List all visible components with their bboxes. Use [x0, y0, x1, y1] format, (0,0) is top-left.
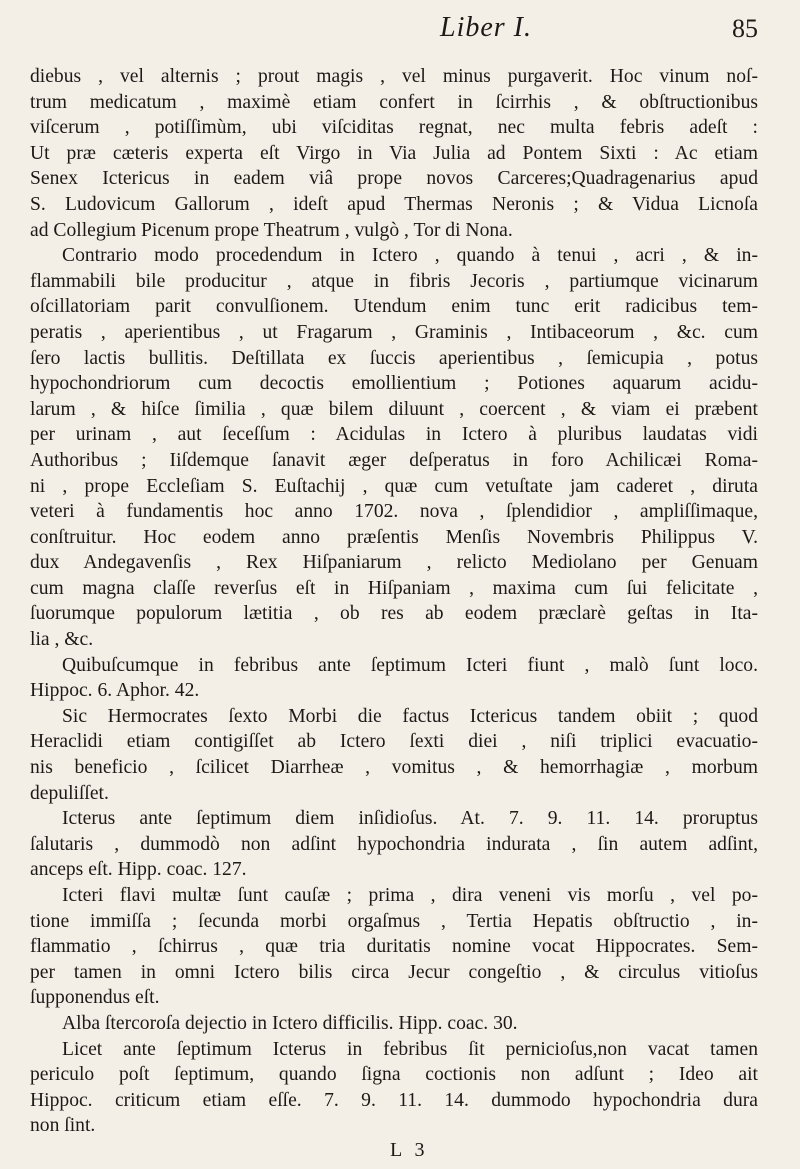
text-line: per tamen in omni Ictero bilis circa Jecur congeſtio , & circulus vitioſus [30, 961, 758, 983]
text-line: Senex Ictericus in eadem viâ prope novos Carceres;Quadragenarius apud [30, 168, 758, 190]
text-line: veteri à fundamentis hoc anno 1702. nova , ſplendidior , ampliſſimaque, [30, 501, 758, 523]
text-line: diebus , vel alternis ; prout magis , vel minus purgaverit. Hoc vinum noſ- [30, 66, 758, 87]
text-line: Licet ante ſeptimum Icterus in febribus ſit pernicioſus,non vacat tamen [62, 1038, 758, 1060]
text-line: Ut præ cæteris experta eſt Virgo in Via Julia ad Pontem Sixti : Ac etiam [30, 142, 758, 164]
text-line: Authoribus ; Iiſdemque ſanavit æger deſperatus in foro Achilicæi Roma- [30, 449, 758, 471]
text-line: ni , prope Eccleſiam S. Euſtachij , quæ cum vetuſtate jam caderet , diruta [30, 475, 758, 497]
text-line: larum , & hiſce ſimilia , quæ bilem diluunt , coercent , & viam ei præbent [30, 398, 758, 420]
text-line: Heraclidi etiam contigiſſet ab Ictero ſexti diei , niſi triplici evacuatio- [30, 731, 758, 753]
text-line: ſupponendus eſt. [30, 987, 160, 1009]
page-number: 85 [732, 14, 758, 43]
text-line: anceps eſt. Hipp. coac. 127. [30, 859, 247, 881]
text-line: ſero lactis bullitis. Deſtillata ex ſuccis aperientibus , ſemicupia , potus [30, 347, 758, 369]
text-line: depuliſſet. [30, 782, 109, 804]
text-line: dux Andegavenſis , Rex Hiſpaniarum , relicto Mediolano per Genuam [30, 552, 758, 574]
text-line: trum medicatum , maximè etiam confert in ſcirrhis , & obſtructionibus [30, 91, 758, 113]
text-line: cum magna claſſe reverſus eſt in Hiſpaniam , maxima cum ſui felicitate , [30, 577, 758, 599]
text-line: flammabili bile producitur , atque in fibris Jecoris , partiumque vicinarum [30, 270, 758, 292]
text-line: lia , &c. [30, 629, 94, 651]
text-line: viſcerum , potiſſimùm, ubi viſciditas regnat, nec multa febris adeſt : [30, 117, 758, 139]
text-line: ad Collegium Picenum prope Theatrum , vulgò , Tor di Nona. [30, 219, 513, 241]
text-line: tione immiſſa ; ſecunda morbi orgaſmus , Tertia Hepatis obſtructio , in- [30, 910, 758, 932]
running-title: Liber I. [440, 12, 532, 43]
text-line: Hippoc. 6. Aphor. 42. [30, 680, 200, 702]
text-line: peratis , aperientibus , ut Fragarum , Graminis , Intibaceorum , &c. cum [30, 321, 758, 343]
text-line: Alba ſtercoroſa dejectio in Ictero difficilis. Hipp. coac. 30. [62, 1012, 518, 1034]
text-line: Sic Hermocrates ſexto Morbi die factus Ictericus tandem obiit ; quod [62, 705, 758, 727]
text-line: hypochondriorum cum decoctis emollientium ; Potiones aquarum acidu- [30, 373, 758, 395]
text-line: ſalutaris , dummodò non adſint hypochondria indurata , ſin autem adſint, [30, 833, 758, 855]
text-line: non ſint. [30, 1115, 96, 1137]
text-line: nis beneficio , ſcilicet Diarrheæ , vomitus , & hemorrhagiæ , morbum [30, 757, 758, 779]
text-line: conſtruitur. Hoc eodem anno præſentis Menſis Novembris Philippus V. [30, 526, 758, 548]
text-line: S. Ludovicum Gallorum , ideſt apud Thermas Neronis ; & Vidua Licnoſa [30, 193, 758, 215]
text-line: flammatio , ſchirrus , quæ tria duritatis nomine vocat Hippocrates. Sem- [30, 936, 758, 958]
text-line: Contrario modo procedendum in Ictero , quando à tenui , acri , & in- [62, 245, 758, 267]
text-line: Icteri flavi multæ ſunt cauſæ ; prima , dira veneni vis morſu , vel po- [62, 885, 758, 906]
text-line: oſcillatoriam parit convulſionem. Utendum enim tunc erit radicibus tem- [30, 296, 758, 318]
page-footer [30, 1139, 758, 1169]
signature-mark: L 3 [390, 1138, 429, 1161]
text-line: Hippoc. criticum etiam eſſe. 7. 9. 11. 14. dummodo hypochondria dura [30, 1089, 758, 1111]
running-head [30, 10, 758, 64]
text-line: Icterus ante ſeptimum diem inſidioſus. At. 7. 9. 11. 14. proruptus [62, 808, 758, 830]
text-line: Quibuſcumque in febribus ante ſeptimum Icteri fiunt , malò ſunt loco. [62, 654, 758, 676]
text-line: per urinam , aut ſeceſſum : Acidulas in Ictero à pluribus laudatas vidi [30, 424, 758, 446]
text-line: periculo poſt ſeptimum, quando ſigna coctionis non adſunt ; Ideo ait [30, 1064, 758, 1086]
text-line: ſuorumque populorum lætitia , ob res ab eodem præclarè geſtas in Ita- [30, 603, 758, 625]
body-text [30, 64, 758, 1139]
